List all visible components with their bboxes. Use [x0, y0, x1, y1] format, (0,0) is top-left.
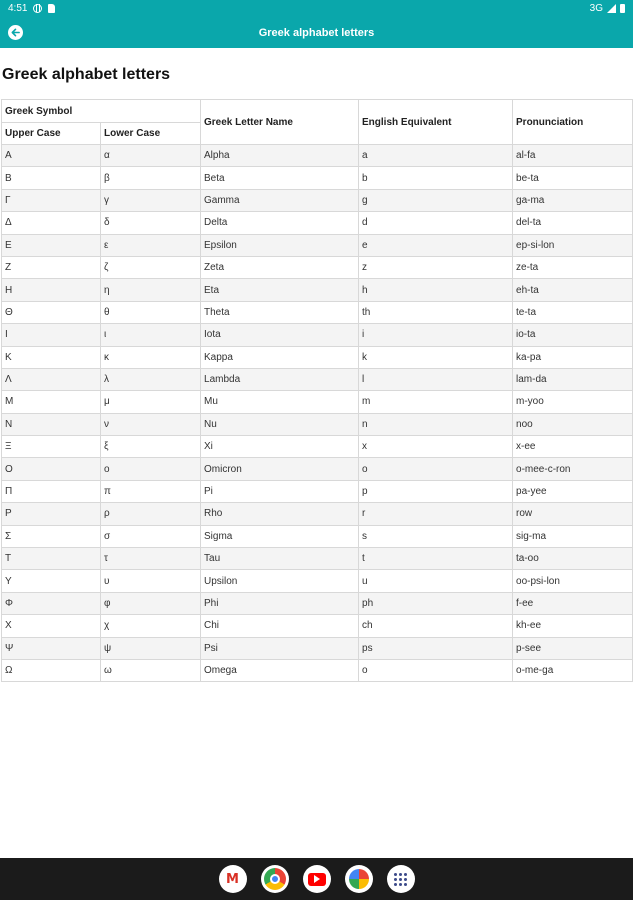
lower-case-cell: β	[101, 167, 201, 189]
vpn-globe-icon	[33, 4, 42, 13]
letter-name-cell: Xi	[201, 436, 359, 458]
status-time: 4:51	[8, 3, 28, 14]
photos-icon[interactable]	[345, 865, 373, 893]
status-bar	[0, 0, 633, 17]
letter-name-cell: Nu	[201, 413, 359, 435]
letter-name-cell: Eta	[201, 279, 359, 301]
letter-name-cell: Theta	[201, 301, 359, 323]
greek-symbol-header: Greek Symbol	[2, 100, 201, 123]
lower-case-cell: ψ	[101, 637, 201, 659]
pronunciation-cell: row	[513, 503, 633, 525]
english-equivalent-header: English Equivalent	[359, 100, 513, 145]
pronunciation-cell: pa-yee	[513, 480, 633, 502]
letter-name-cell: Kappa	[201, 346, 359, 368]
pronunciation-cell: kh-ee	[513, 615, 633, 637]
letter-name-cell: Tau	[201, 548, 359, 570]
lower-case-cell: ζ	[101, 256, 201, 278]
letter-name-cell: Epsilon	[201, 234, 359, 256]
lower-case-cell: ν	[101, 413, 201, 435]
pronunciation-cell: o-me-ga	[513, 659, 633, 681]
upper-case-cell: Ρ	[2, 503, 101, 525]
lower-case-cell: ω	[101, 659, 201, 681]
app-bar	[0, 17, 633, 48]
upper-case-cell: Π	[2, 480, 101, 502]
letter-name-cell: Rho	[201, 503, 359, 525]
lower-case-cell: ρ	[101, 503, 201, 525]
english-equivalent-cell: k	[359, 346, 513, 368]
letter-name-cell: Lambda	[201, 368, 359, 390]
pronunciation-cell: oo-psi-lon	[513, 570, 633, 592]
pronunciation-cell: be-ta	[513, 167, 633, 189]
lower-case-cell: τ	[101, 548, 201, 570]
status-left	[8, 3, 55, 14]
table-row	[2, 301, 633, 323]
letter-name-cell: Pi	[201, 480, 359, 502]
upper-case-cell: Ε	[2, 234, 101, 256]
english-equivalent-cell: th	[359, 301, 513, 323]
english-equivalent-cell: ps	[359, 637, 513, 659]
upper-case-cell: Ω	[2, 659, 101, 681]
gmail-icon[interactable]: M	[219, 865, 247, 893]
table-row	[2, 234, 633, 256]
upper-case-cell: Ι	[2, 324, 101, 346]
lower-case-cell: π	[101, 480, 201, 502]
table-row	[2, 368, 633, 390]
upper-case-cell: Α	[2, 145, 101, 167]
lower-case-cell: σ	[101, 525, 201, 547]
table-row	[2, 346, 633, 368]
letter-name-cell: Psi	[201, 637, 359, 659]
page-heading: Greek alphabet letters	[2, 66, 171, 83]
lower-case-cell: γ	[101, 189, 201, 211]
upper-case-cell: Γ	[2, 189, 101, 211]
table-row	[2, 436, 633, 458]
table-row	[2, 480, 633, 502]
upper-case-cell: Θ	[2, 301, 101, 323]
pronunciation-cell: x-ee	[513, 436, 633, 458]
app-drawer-icon[interactable]	[387, 865, 415, 893]
english-equivalent-cell: d	[359, 212, 513, 234]
app-bar-title: Greek alphabet letters	[258, 26, 375, 39]
english-equivalent-cell: r	[359, 503, 513, 525]
table-row	[2, 503, 633, 525]
pronunciation-cell: ga-ma	[513, 189, 633, 211]
pronunciation-cell: ep-si-lon	[513, 234, 633, 256]
upper-case-cell: Μ	[2, 391, 101, 413]
lower-case-cell: ι	[101, 324, 201, 346]
table-row	[2, 615, 633, 637]
lower-case-cell: ε	[101, 234, 201, 256]
english-equivalent-cell: e	[359, 234, 513, 256]
table-row	[2, 570, 633, 592]
pronunciation-cell: f-ee	[513, 592, 633, 614]
english-equivalent-cell: m	[359, 391, 513, 413]
pronunciation-cell: o-mee-c-ron	[513, 458, 633, 480]
table-row	[2, 189, 633, 211]
english-equivalent-cell: g	[359, 189, 513, 211]
pronunciation-cell: ta-oo	[513, 548, 633, 570]
english-equivalent-cell: ch	[359, 615, 513, 637]
english-equivalent-cell: o	[359, 458, 513, 480]
lower-case-cell: ο	[101, 458, 201, 480]
back-arrow-icon	[11, 28, 20, 37]
pronunciation-cell: io-ta	[513, 324, 633, 346]
pronunciation-header: Pronunciation	[513, 100, 633, 145]
english-equivalent-cell: n	[359, 413, 513, 435]
upper-case-cell: Χ	[2, 615, 101, 637]
lower-case-cell: ξ	[101, 436, 201, 458]
english-equivalent-cell: p	[359, 480, 513, 502]
battery-icon	[620, 4, 625, 13]
english-equivalent-cell: h	[359, 279, 513, 301]
english-equivalent-cell: ph	[359, 592, 513, 614]
table-row	[2, 525, 633, 547]
network-type: 3G	[589, 3, 603, 14]
table-row	[2, 324, 633, 346]
lower-case-cell: φ	[101, 592, 201, 614]
letter-name-cell: Mu	[201, 391, 359, 413]
upper-case-cell: Ν	[2, 413, 101, 435]
english-equivalent-cell: u	[359, 570, 513, 592]
pronunciation-cell: noo	[513, 413, 633, 435]
letter-name-cell: Omega	[201, 659, 359, 681]
upper-case-cell: Ξ	[2, 436, 101, 458]
upper-case-cell: Ζ	[2, 256, 101, 278]
table-row	[2, 548, 633, 570]
letter-name-cell: Chi	[201, 615, 359, 637]
upper-case-cell: Δ	[2, 212, 101, 234]
pronunciation-cell: ka-pa	[513, 346, 633, 368]
upper-case-cell: Ψ	[2, 637, 101, 659]
pronunciation-cell: sig-ma	[513, 525, 633, 547]
table-row	[2, 212, 633, 234]
english-equivalent-cell: l	[359, 368, 513, 390]
youtube-icon[interactable]	[303, 865, 331, 893]
upper-case-cell: Φ	[2, 592, 101, 614]
letter-name-cell: Iota	[201, 324, 359, 346]
english-equivalent-cell: t	[359, 548, 513, 570]
status-right	[590, 3, 625, 14]
table-row	[2, 145, 633, 167]
lower-case-header: Lower Case	[101, 123, 201, 145]
table-row	[2, 279, 633, 301]
lower-case-cell: α	[101, 145, 201, 167]
upper-case-cell: Σ	[2, 525, 101, 547]
pronunciation-cell: eh-ta	[513, 279, 633, 301]
english-equivalent-cell: o	[359, 659, 513, 681]
table-row	[2, 167, 633, 189]
pronunciation-cell: te-ta	[513, 301, 633, 323]
letter-name-cell: Zeta	[201, 256, 359, 278]
table-row	[2, 659, 633, 681]
english-equivalent-cell: b	[359, 167, 513, 189]
lower-case-cell: η	[101, 279, 201, 301]
table-row	[2, 256, 633, 278]
greek-alphabet-table	[1, 99, 633, 682]
table-row	[2, 458, 633, 480]
letter-name-cell: Alpha	[201, 145, 359, 167]
letter-name-cell: Upsilon	[201, 570, 359, 592]
upper-case-cell: Β	[2, 167, 101, 189]
signal-icon	[607, 4, 616, 13]
upper-case-cell: Η	[2, 279, 101, 301]
lower-case-cell: δ	[101, 212, 201, 234]
upper-case-header: Upper Case	[2, 123, 101, 145]
sd-card-icon	[48, 4, 55, 13]
letter-name-cell: Sigma	[201, 525, 359, 547]
upper-case-cell: Υ	[2, 570, 101, 592]
english-equivalent-cell: x	[359, 436, 513, 458]
letter-name-cell: Omicron	[201, 458, 359, 480]
lower-case-cell: κ	[101, 346, 201, 368]
pronunciation-cell: al-fa	[513, 145, 633, 167]
pronunciation-cell: m-yoo	[513, 391, 633, 413]
navigation-dock	[0, 858, 633, 900]
chrome-icon[interactable]	[261, 865, 289, 893]
lower-case-cell: μ	[101, 391, 201, 413]
letter-name-cell: Gamma	[201, 189, 359, 211]
table-body	[2, 145, 633, 682]
lower-case-cell: λ	[101, 368, 201, 390]
english-equivalent-cell: a	[359, 145, 513, 167]
table-row	[2, 413, 633, 435]
upper-case-cell: Τ	[2, 548, 101, 570]
letter-name-cell: Beta	[201, 167, 359, 189]
lower-case-cell: χ	[101, 615, 201, 637]
back-button[interactable]	[8, 25, 23, 40]
table-row	[2, 592, 633, 614]
letter-name-header: Greek Letter Name	[201, 100, 359, 145]
upper-case-cell: Λ	[2, 368, 101, 390]
pronunciation-cell: del-ta	[513, 212, 633, 234]
lower-case-cell: υ	[101, 570, 201, 592]
letter-name-cell: Delta	[201, 212, 359, 234]
pronunciation-cell: lam-da	[513, 368, 633, 390]
english-equivalent-cell: i	[359, 324, 513, 346]
english-equivalent-cell: z	[359, 256, 513, 278]
letter-name-cell: Phi	[201, 592, 359, 614]
pronunciation-cell: ze-ta	[513, 256, 633, 278]
english-equivalent-cell: s	[359, 525, 513, 547]
pronunciation-cell: p-see	[513, 637, 633, 659]
table-row	[2, 391, 633, 413]
table-row	[2, 637, 633, 659]
lower-case-cell: θ	[101, 301, 201, 323]
upper-case-cell: Κ	[2, 346, 101, 368]
upper-case-cell: Ο	[2, 458, 101, 480]
